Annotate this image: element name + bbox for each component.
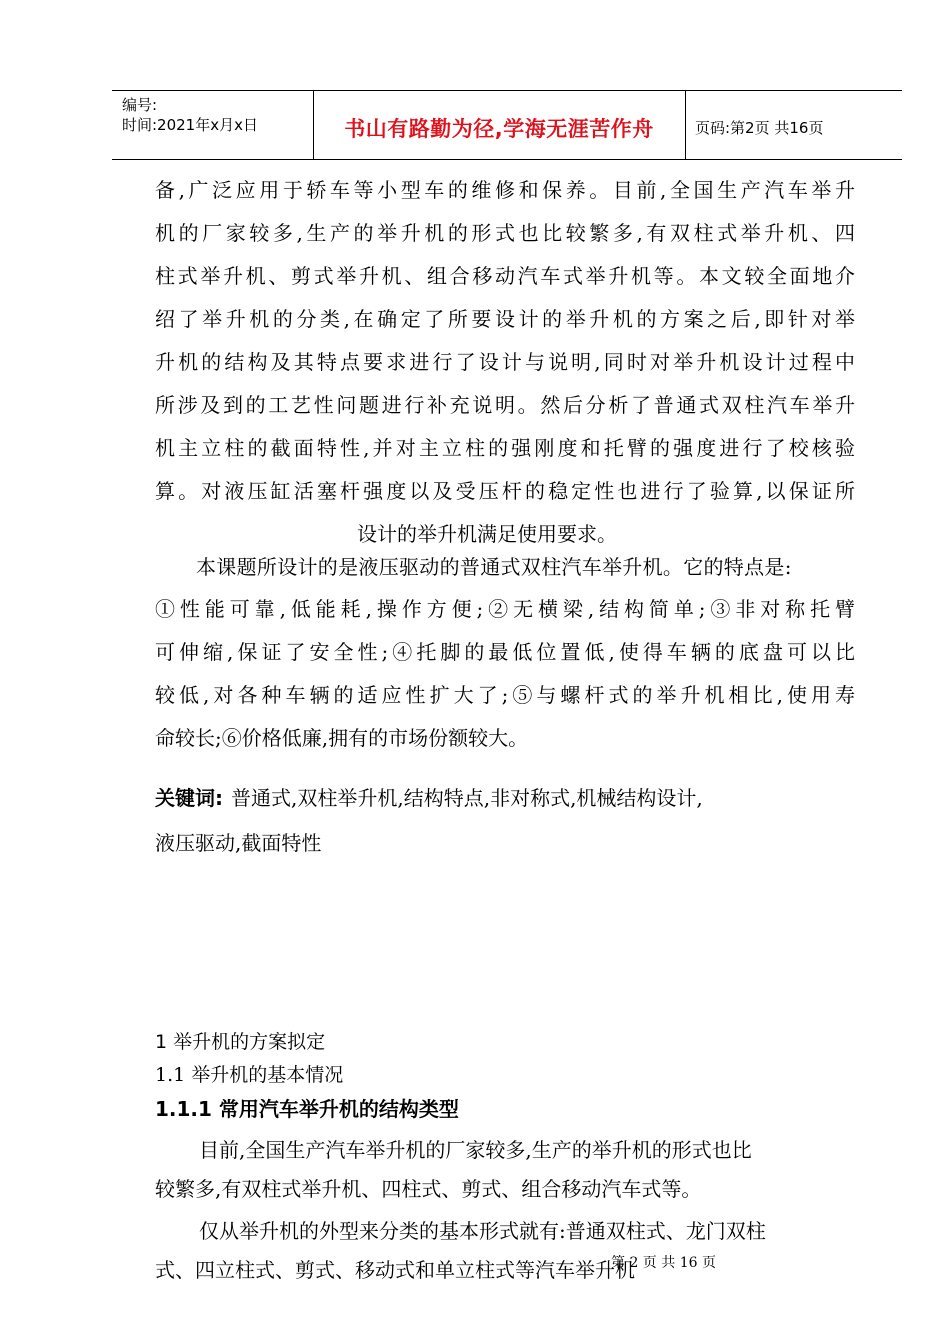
text-line: 较低,对各种车辆的适应性扩大了;⑤与螺杆式的举升机相比,使用寿 bbox=[155, 683, 855, 707]
text-line: 算。对液压缸活塞杆强度以及受压杆的稳定性也进行了验算,以保证所 bbox=[155, 479, 855, 503]
subsubsection-heading: 1.1.1 常用汽车举升机的结构类型 bbox=[155, 1097, 459, 1121]
text-line: 设计的举升机满足使用要求。 bbox=[357, 522, 617, 546]
text-line: 机主立柱的截面特性,并对主立柱的强刚度和托臂的强度进行了校核验 bbox=[155, 436, 855, 460]
header-divider bbox=[685, 91, 686, 159]
text-line: 升机的结构及其特点要求进行了设计与说明,同时对举升机设计过程中 bbox=[155, 350, 855, 374]
keywords-text: 普通式,双柱举升机,结构特点,非对称式,机械结构设计, bbox=[231, 786, 703, 810]
text-line: 仅从举升机的外型来分类的基本形式就有:普通双柱式、龙门双柱 bbox=[199, 1219, 766, 1243]
text-line: 机的厂家较多,生产的举升机的形式也比较繁多,有双柱式举升机、四 bbox=[155, 221, 855, 245]
header-page-info: 页码:第2页 共16页 bbox=[695, 119, 824, 137]
page-footer: 第 2 页 共 16 页 bbox=[611, 1255, 716, 1271]
header-motto: 书山有路勤为径,学海无涯苦作舟 bbox=[344, 117, 654, 141]
text-line: 所涉及到的工艺性问题进行补充说明。然后分析了普通式双柱汽车举升 bbox=[155, 393, 855, 417]
section-heading: 1 举升机的方案拟定 bbox=[155, 1031, 326, 1053]
keywords-line bbox=[155, 786, 703, 810]
text-line: 命较长;⑥价格低廉,拥有的市场份额较大。 bbox=[155, 726, 529, 750]
keywords-label: 关键词: bbox=[155, 786, 223, 810]
text-line: 式、四立柱式、剪式、移动式和单立柱式等汽车举升机 bbox=[155, 1258, 635, 1282]
text-line: 较繁多,有双柱式举升机、四柱式、剪式、组合移动汽车式等。 bbox=[155, 1177, 702, 1201]
document-header bbox=[112, 90, 902, 160]
text-line: 目前,全国生产汽车举升机的厂家较多,生产的举升机的形式也比 bbox=[199, 1138, 752, 1162]
text-line: 柱式举升机、剪式举升机、组合移动汽车式举升机等。本文较全面地介 bbox=[155, 264, 855, 288]
text-line: 可伸缩,保证了安全性;④托脚的最低位置低,使得车辆的底盘可以比 bbox=[155, 640, 855, 664]
text-line: ①性能可靠,低能耗,操作方便;②无横梁,结构简单;③非对称托臂 bbox=[155, 597, 855, 621]
keywords-line: 液压驱动,截面特性 bbox=[155, 831, 322, 855]
time-label: 时间:2021年x月x日 bbox=[122, 116, 258, 134]
text-line: 本课题所设计的是液压驱动的普通式双柱汽车举升机。它的特点是: bbox=[196, 555, 792, 579]
text-line: 绍了举升机的分类,在确定了所要设计的举升机的方案之后,即针对举 bbox=[155, 307, 855, 331]
subsection-heading: 1.1 举升机的基本情况 bbox=[155, 1064, 344, 1086]
header-meta bbox=[122, 95, 258, 135]
number-label: 编号: bbox=[122, 96, 158, 114]
text-line: 备,广泛应用于轿车等小型车的维修和保养。目前,全国生产汽车举升 bbox=[155, 178, 855, 202]
